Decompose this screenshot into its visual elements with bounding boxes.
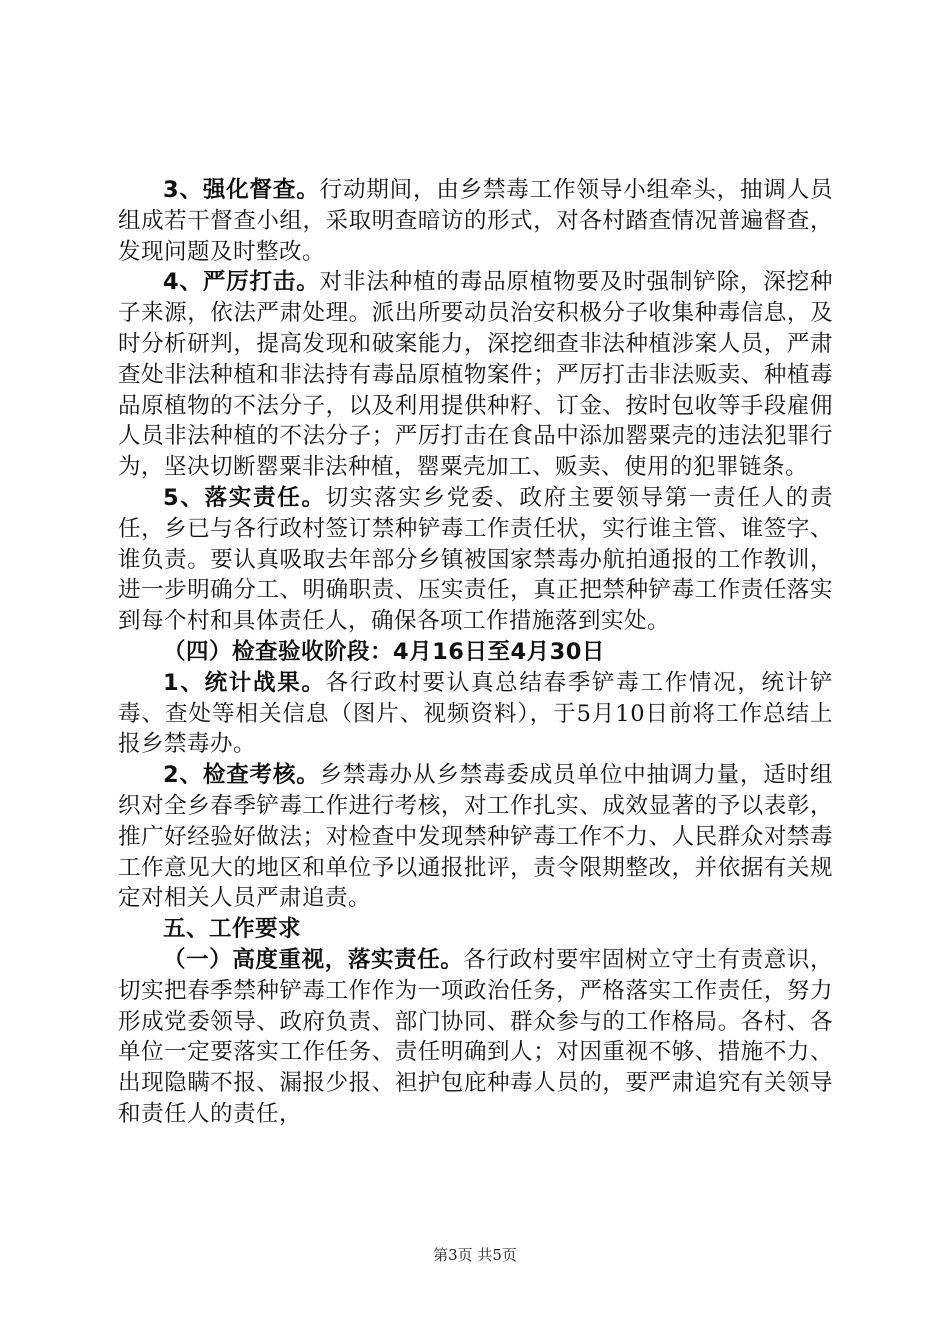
- paragraph-high-priority: [118, 945, 833, 1130]
- paragraph-heading: 4、严厉打击。: [163, 269, 320, 296]
- paragraph-heading: 2、检查考核。: [163, 762, 320, 789]
- paragraph-text: 各行政村要认真总结春季铲毒工作情况，统计铲毒、查处等相关信息（图片、视频资料），于5月10日前将工作总结上报乡禁毒办。: [118, 669, 833, 758]
- page-footer: 第3页 共5页: [433, 1246, 517, 1264]
- paragraph-supervision: [118, 175, 833, 267]
- paragraph-text: 乡禁毒办从乡禁毒委成员单位中抽调力量，适时组织对全乡春季铲毒工作进行考核，对工作扎实、成效显著的予以表彰，推广好经验好做法；对检查中发现禁种铲毒工作不力、人民群众对禁毒工作意见大的地区和单位予以通报批评，责令限期整改，并依据有关规定对相关人员严肃追责。: [118, 762, 833, 912]
- document-body: [118, 175, 833, 1130]
- paragraph-text: 各行政村要牢固树立守土有责意识，切实把春季禁种铲毒工作作为一项政治任务，严格落实工作责任，努力形成党委领导、政府负责、部门协同、群众参与的工作格局。各村、各单位一定要落实工作任务、责任明确到人；对因重视不够、措施不力、出现隐瞒不报、漏报少报、袒护包庇种毒人员的，要严肃追究有关领导和责任人的责任，: [118, 946, 833, 1127]
- paragraph-statistics: [118, 668, 833, 760]
- section-heading-inspection-stage: （四）检查验收阶段：4月16日至4月30日: [163, 638, 605, 665]
- paragraph-heading: 1、统计战果。: [163, 669, 326, 696]
- paragraph-text: 切实落实乡党委、政府主要领导第一责任人的责任，乡已与各行政村签订禁种铲毒工作责任状，实行谁主管、谁签字、谁负责。要认真吸取去年部分乡镇被国家禁毒办航拍通报的工作教训，进一步明确分工、明确职责、压实责任，真正把禁种铲毒工作责任落实到每个村和具体责任人，确保各项工作措施落到实处。: [118, 484, 833, 635]
- section-heading-requirements: 五、工作要求: [163, 916, 302, 943]
- paragraph-heading: （一）高度重视，落实责任。: [163, 946, 464, 973]
- paragraph-crackdown: [118, 267, 833, 483]
- paragraph-heading: 5、落实责任。: [163, 484, 326, 511]
- paragraph-text: 行动期间，由乡禁毒工作领导小组牵头，抽调人员组成若干督查小组，采取明查暗访的形式，对各村踏查情况普遍督查，发现问题及时整改。: [118, 177, 833, 265]
- paragraph-assessment: [118, 760, 833, 914]
- paragraph-heading: 3、强化督查。: [163, 177, 320, 203]
- paragraph-text: 对非法种植的毒品原植物要及时强制铲除，深挖种子来源，依法严肃处理。派出所要动员治安积极分子收集种毒信息，及时分析研判，提高发现和破案能力，深挖细查非法种植涉案人员，严肃查处非法种植和非法持有毒品原植物案件；严厉打击非法贩卖、种植毒品原植物的不法分子，以及利用提供种籽、订金、按时包收等手段雇佣人员非法种植的不法分子；严厉打击在食品中添加罂粟壳的违法犯罪行为，坚决切断罂粟非法种植，罂粟壳加工、贩卖、使用的犯罪链条。: [118, 269, 833, 481]
- paragraph-responsibility: [118, 483, 833, 637]
